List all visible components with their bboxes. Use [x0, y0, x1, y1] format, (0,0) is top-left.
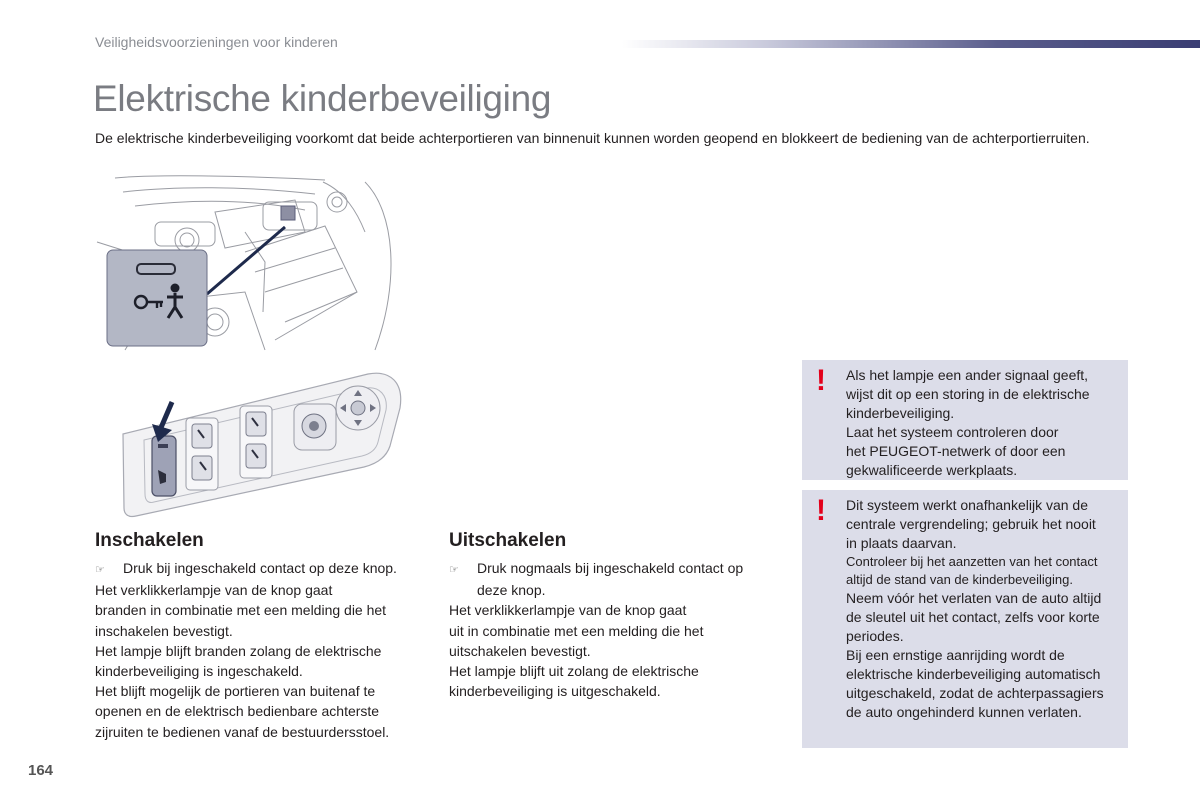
inschakelen-step: ☞ Druk bij ingeschakeld contact op deze knop. — [95, 558, 435, 580]
uitschakelen-line: kinderbeveiliging is uitgeschakeld. — [449, 683, 661, 700]
note-line: Als het lampje een ander signaal geeft, — [846, 367, 1089, 383]
note-line: kinderbeveiliging. — [846, 405, 955, 421]
note-line: uitgeschakeld, zodat de achterpassagiers — [846, 685, 1104, 701]
inschakelen-body — [95, 558, 435, 742]
inschakelen-line: Het lampje blijft branden zolang de elektrische — [95, 642, 382, 659]
page-title: Elektrische kinderbeveiliging — [93, 78, 552, 119]
inschakelen-line: Het blijft mogelijk de portieren van buitenaf te — [95, 683, 376, 700]
uitschakelen-line: uit in combinatie met een melding die het — [449, 622, 704, 639]
uitschakelen-step: ☞ Druk nogmaals bij ingeschakeld contact op — [449, 558, 789, 580]
note-line: centrale vergrendeling; gebruik het nooit — [846, 516, 1096, 532]
note-line: Controleer bij het aanzetten van het contact — [846, 554, 1098, 569]
note-line: het PEUGEOT-netwerk of door een — [846, 443, 1066, 459]
page-number: 164 — [28, 762, 54, 779]
note-line: gekwalificeerde werkplaats. — [846, 462, 1018, 478]
inschakelen-line: kinderbeveiliging is ingeschakeld. — [95, 663, 303, 680]
note-line: in plaats daarvan. — [846, 535, 957, 551]
uitschakelen-line: Het lampje blijft uit zolang de elektrische — [449, 663, 699, 680]
warning-note-2 — [802, 490, 1128, 748]
note-line: de auto ongehinderd kunnen verlaten. — [846, 704, 1082, 720]
inschakelen-line: branden in combinatie met een melding die het — [95, 602, 387, 619]
header-gradient-bar — [622, 40, 1200, 48]
warning-note-2-text — [846, 496, 1124, 722]
pointing-hand-icon: ☞ — [95, 564, 105, 576]
note-line: elektrische kinderbeveiliging automatisch — [846, 666, 1101, 682]
warning-note-1-text — [846, 366, 1124, 480]
uitschakelen-line: Het verklikkerlampje van de knop gaat — [449, 602, 687, 619]
header-section-label: Veiligheidsvoorzieningen voor kinderen — [95, 34, 338, 50]
warning-exclamation-icon: ! — [816, 364, 826, 397]
warning-note-1 — [802, 360, 1128, 480]
inschakelen-heading: Inschakelen — [95, 530, 204, 551]
note-line: periodes. — [846, 628, 904, 644]
inschakelen-line: inschakelen bevestigt. — [95, 622, 233, 639]
uitschakelen-body — [449, 558, 789, 701]
inschakelen-line: zijruiten te bedienen vanaf de bestuurdersstoel. — [95, 723, 390, 740]
warning-exclamation-icon: ! — [816, 494, 826, 527]
inschakelen-line: openen en de elektrisch bedienbare achterste — [95, 703, 380, 720]
uitschakelen-heading: Uitschakelen — [449, 530, 567, 551]
pointing-hand-icon: ☞ — [449, 564, 459, 576]
note-line: Dit systeem werkt onafhankelijk van de — [846, 497, 1088, 513]
note-line: Laat het systeem controleren door — [846, 424, 1059, 440]
note-line: Neem vóór het verlaten van de auto altijd — [846, 590, 1102, 606]
note-line: altijd de stand van de kinderbeveiliging. — [846, 572, 1073, 587]
note-line: wijst dit op een storing in de elektrische — [846, 386, 1090, 402]
child-lock-key-person-icon — [107, 250, 207, 346]
uitschakelen-line: uitschakelen bevestigt. — [449, 642, 591, 659]
uitschakelen-step-cont: deze knop. — [477, 582, 546, 599]
note-line: de sleutel uit het contact, zelfs voor korte — [846, 609, 1100, 625]
intro-paragraph: De elektrische kinderbeveiliging voorkomt dat beide achterportieren van binnenuit kunnen worden geopend en blokkeert de bediening van de achterportierruiten. — [95, 130, 1090, 146]
window-switch-panel-icon — [118, 368, 408, 518]
inschakelen-line: Het verklikkerlampje van de knop gaat — [95, 582, 333, 599]
note-line: Bij een ernstige aanrijding wordt de — [846, 647, 1065, 663]
